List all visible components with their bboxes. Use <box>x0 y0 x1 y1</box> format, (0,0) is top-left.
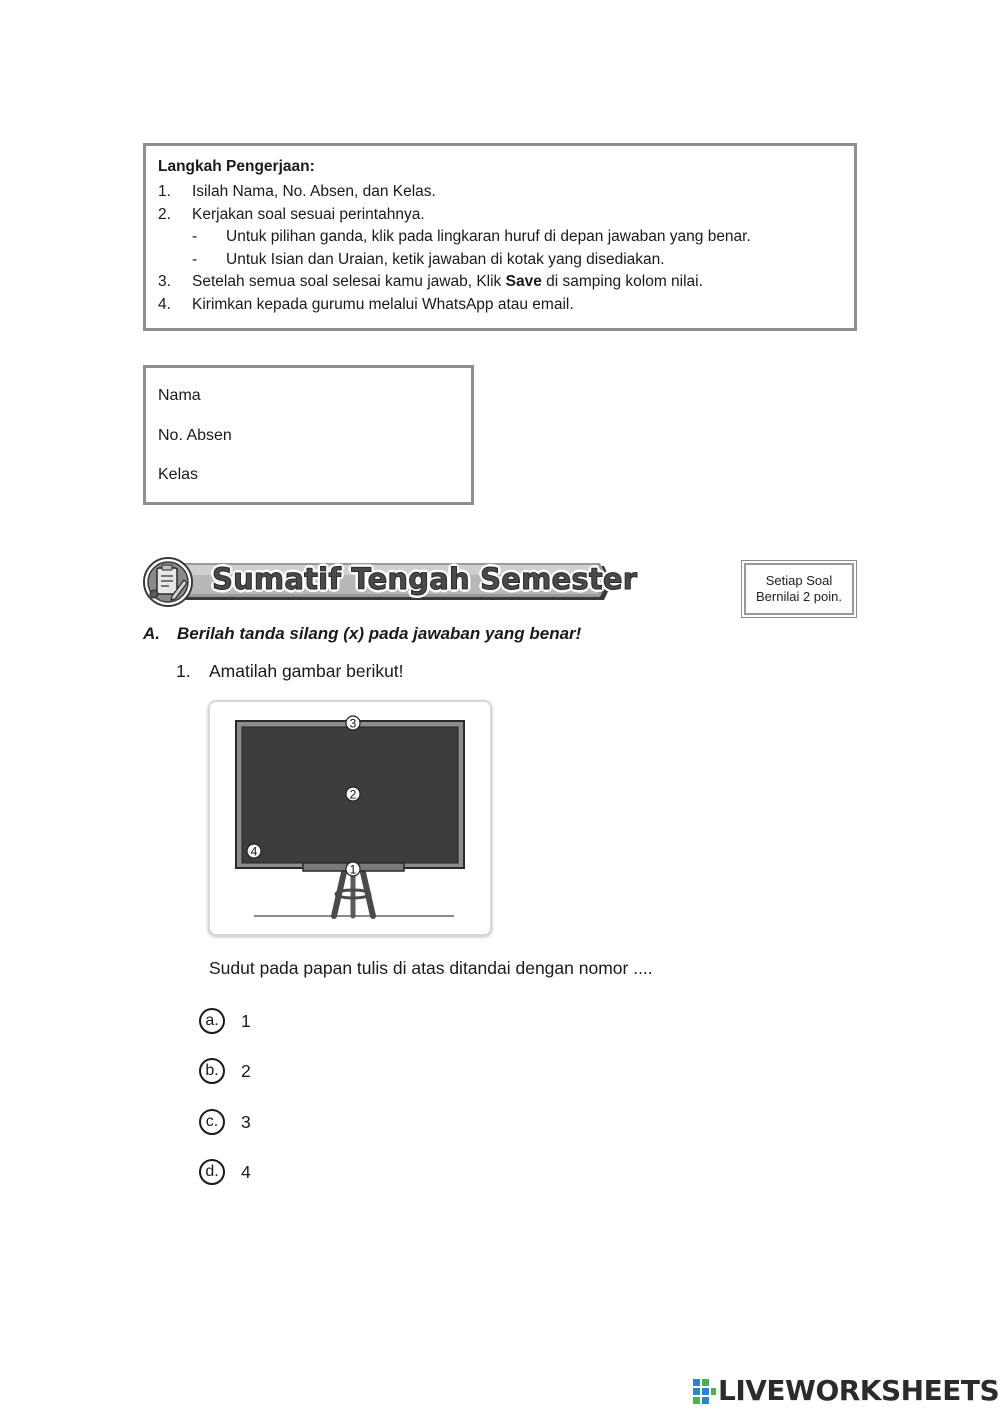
student-identity-box <box>143 365 474 505</box>
points-note-line2: Bernilai 2 poin. <box>756 589 842 604</box>
instruction-sub-step: - Untuk Isian dan Uraian, ketik jawaban di kotak yang disediakan. <box>192 250 665 268</box>
option-c-value: 3 <box>241 1112 251 1132</box>
option-a <box>199 1006 251 1036</box>
section-a-heading <box>143 624 581 644</box>
svg-text:1: 1 <box>349 862 357 877</box>
instruction-step: 2. Kerjakan soal sesuai perintahnya. <box>158 205 425 223</box>
points-note-box <box>741 560 857 618</box>
banner-title: Sumatif Tengah Semester <box>212 562 638 596</box>
question-1-prompt <box>176 661 404 682</box>
section-instruction: Berilah tanda silang (x) pada jawaban yang benar! <box>177 624 582 643</box>
question-prompt-text: Amatilah gambar berikut! <box>209 661 404 681</box>
instructions-title: Langkah Pengerjaan: <box>158 158 315 175</box>
option-a-value: 1 <box>241 1011 251 1031</box>
option-d-circle[interactable]: d. <box>199 1159 225 1185</box>
figure-marker-4 <box>247 844 261 859</box>
option-d-value: 4 <box>241 1162 251 1182</box>
instruction-step: 3. Setelah semua soal selesai kamu jawab, Klik Save di samping kolom nilai. <box>158 273 703 290</box>
option-d <box>199 1157 251 1187</box>
option-c <box>199 1107 251 1137</box>
instruction-step: 4. Kirimkan kepada gurumu melalui WhatsApp atau email. <box>158 295 574 313</box>
whiteboard-illustration <box>210 702 490 934</box>
absence-number-field-label: No. Absen <box>158 426 232 444</box>
svg-text:2: 2 <box>349 787 357 802</box>
liveworksheets-logo-icon <box>692 1377 718 1405</box>
figure-marker-1 <box>346 862 360 877</box>
figure-marker-3 <box>346 716 360 731</box>
figure-marker-2 <box>346 787 360 802</box>
instruction-sub-step: - Untuk pilihan ganda, klik pada lingkaran huruf di depan jawaban yang benar. <box>192 228 751 245</box>
option-c-circle[interactable]: c. <box>199 1109 225 1135</box>
liveworksheets-logo[interactable] <box>692 1374 999 1407</box>
points-note-line1: Setiap Soal <box>765 573 833 588</box>
svg-text:4: 4 <box>250 844 258 859</box>
svg-text:3: 3 <box>349 716 357 731</box>
option-a-circle[interactable]: a. <box>199 1008 225 1034</box>
option-b-value: 2 <box>241 1061 251 1081</box>
class-field-label: Kelas <box>158 466 199 483</box>
whiteboard-figure <box>208 700 492 936</box>
option-b <box>199 1056 251 1086</box>
question-1-text: Sudut pada papan tulis di atas ditandai dengan nomor .... <box>209 958 653 978</box>
option-b-circle[interactable]: b. <box>199 1058 225 1084</box>
instruction-step: 1. Isilah Nama, No. Absen, dan Kelas. <box>158 183 436 200</box>
name-field-label: Nama <box>158 387 201 404</box>
section-letter: A. <box>143 624 160 643</box>
section-banner <box>142 556 638 608</box>
clipboard-pencil-icon <box>144 558 192 606</box>
liveworksheets-brand: LIVEWORKSHEETS <box>718 1374 1000 1407</box>
instructions-box <box>143 143 857 331</box>
save-keyword: Save <box>505 273 542 290</box>
question-number: 1. <box>176 661 191 681</box>
